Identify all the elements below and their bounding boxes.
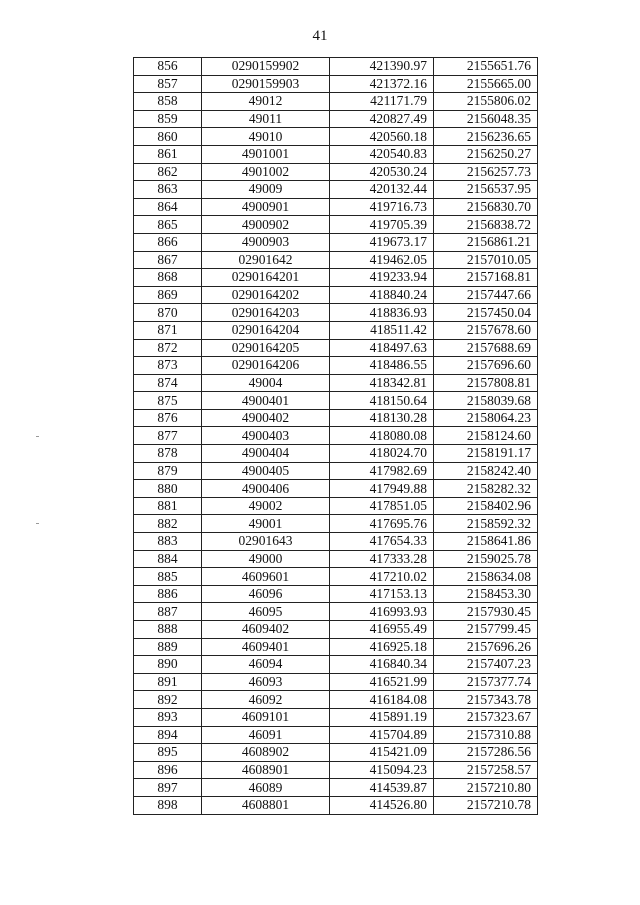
point-id-cell: 0290164205	[202, 339, 330, 357]
x-coordinate-cell: 417654.33	[330, 533, 434, 551]
point-id-cell: 4609601	[202, 568, 330, 586]
table-row	[134, 233, 538, 251]
point-number-cell: 887	[134, 603, 202, 621]
y-coordinate-cell: 2157799.45	[434, 621, 538, 639]
page-number: 41	[312, 28, 328, 44]
table-row	[134, 533, 538, 551]
y-coordinate-cell: 2159025.78	[434, 550, 538, 568]
x-coordinate-cell: 418840.24	[330, 286, 434, 304]
table-row	[134, 110, 538, 128]
point-number-cell: 859	[134, 110, 202, 128]
point-id-cell: 46089	[202, 779, 330, 797]
table-row	[134, 568, 538, 586]
y-coordinate-cell: 2158453.30	[434, 585, 538, 603]
table-row	[134, 286, 538, 304]
x-coordinate-cell: 415094.23	[330, 761, 434, 779]
y-coordinate-cell: 2156838.72	[434, 216, 538, 234]
point-id-cell: 4608801	[202, 796, 330, 814]
x-coordinate-cell: 417210.02	[330, 568, 434, 586]
x-coordinate-cell: 419462.05	[330, 251, 434, 269]
table-row	[134, 708, 538, 726]
x-coordinate-cell: 420530.24	[330, 163, 434, 181]
point-id-cell: 46095	[202, 603, 330, 621]
table-row	[134, 181, 538, 199]
x-coordinate-cell: 414526.80	[330, 796, 434, 814]
x-coordinate-cell: 420560.18	[330, 128, 434, 146]
point-number-cell: 890	[134, 656, 202, 674]
y-coordinate-cell: 2158641.86	[434, 533, 538, 551]
y-coordinate-cell: 2157696.60	[434, 357, 538, 375]
x-coordinate-cell: 415421.09	[330, 744, 434, 762]
point-number-cell: 865	[134, 216, 202, 234]
x-coordinate-cell: 416925.18	[330, 638, 434, 656]
point-number-cell: 876	[134, 409, 202, 427]
x-coordinate-cell: 418024.70	[330, 445, 434, 463]
x-coordinate-cell: 421372.16	[330, 75, 434, 93]
table-row	[134, 145, 538, 163]
x-coordinate-cell: 417851.05	[330, 497, 434, 515]
y-coordinate-cell: 2157310.88	[434, 726, 538, 744]
x-coordinate-cell: 418342.81	[330, 374, 434, 392]
table-row	[134, 321, 538, 339]
point-number-cell: 877	[134, 427, 202, 445]
y-coordinate-cell: 2157450.04	[434, 304, 538, 322]
y-coordinate-cell: 2157377.74	[434, 673, 538, 691]
point-number-cell: 896	[134, 761, 202, 779]
y-coordinate-cell: 2157930.45	[434, 603, 538, 621]
y-coordinate-cell: 2157286.56	[434, 744, 538, 762]
y-coordinate-cell: 2157447.66	[434, 286, 538, 304]
y-coordinate-cell: 2156048.35	[434, 110, 538, 128]
point-id-cell: 4900903	[202, 233, 330, 251]
point-number-cell: 879	[134, 462, 202, 480]
table-row	[134, 427, 538, 445]
point-id-cell: 4900402	[202, 409, 330, 427]
point-id-cell: 4901001	[202, 145, 330, 163]
x-coordinate-cell: 420827.49	[330, 110, 434, 128]
table-row	[134, 621, 538, 639]
point-number-cell: 866	[134, 233, 202, 251]
x-coordinate-cell: 416993.93	[330, 603, 434, 621]
table-row	[134, 269, 538, 287]
table-row	[134, 585, 538, 603]
point-number-cell: 881	[134, 497, 202, 515]
table-row	[134, 445, 538, 463]
table-row	[134, 357, 538, 375]
x-coordinate-cell: 416840.34	[330, 656, 434, 674]
coordinates-table-body	[134, 58, 538, 815]
x-coordinate-cell: 419673.17	[330, 233, 434, 251]
point-number-cell: 867	[134, 251, 202, 269]
point-number-cell: 864	[134, 198, 202, 216]
point-number-cell: 878	[134, 445, 202, 463]
point-id-cell: 49004	[202, 374, 330, 392]
margin-mark	[36, 436, 39, 437]
table-row	[134, 409, 538, 427]
x-coordinate-cell: 418497.63	[330, 339, 434, 357]
table-row	[134, 726, 538, 744]
table-row	[134, 304, 538, 322]
point-number-cell: 869	[134, 286, 202, 304]
point-number-cell: 891	[134, 673, 202, 691]
point-number-cell: 860	[134, 128, 202, 146]
point-number-cell: 892	[134, 691, 202, 709]
point-id-cell: 49011	[202, 110, 330, 128]
coordinates-table	[133, 57, 538, 815]
point-id-cell: 0290164206	[202, 357, 330, 375]
table-row	[134, 93, 538, 111]
y-coordinate-cell: 2158124.60	[434, 427, 538, 445]
table-row	[134, 480, 538, 498]
point-id-cell: 4900902	[202, 216, 330, 234]
table-row	[134, 339, 538, 357]
x-coordinate-cell: 417982.69	[330, 462, 434, 480]
x-coordinate-cell: 418150.64	[330, 392, 434, 410]
x-coordinate-cell: 418486.55	[330, 357, 434, 375]
point-id-cell: 02901642	[202, 251, 330, 269]
point-number-cell: 889	[134, 638, 202, 656]
point-id-cell: 0290159902	[202, 58, 330, 76]
point-id-cell: 49002	[202, 497, 330, 515]
y-coordinate-cell: 2157343.78	[434, 691, 538, 709]
point-id-cell: 4609402	[202, 621, 330, 639]
point-id-cell: 4901002	[202, 163, 330, 181]
x-coordinate-cell: 419233.94	[330, 269, 434, 287]
x-coordinate-cell: 418511.42	[330, 321, 434, 339]
x-coordinate-cell: 418836.93	[330, 304, 434, 322]
x-coordinate-cell: 415891.19	[330, 708, 434, 726]
point-id-cell: 0290159903	[202, 75, 330, 93]
point-number-cell: 863	[134, 181, 202, 199]
point-id-cell: 46093	[202, 673, 330, 691]
x-coordinate-cell: 416521.99	[330, 673, 434, 691]
point-id-cell: 0290164202	[202, 286, 330, 304]
y-coordinate-cell: 2158039.68	[434, 392, 538, 410]
x-coordinate-cell: 420540.83	[330, 145, 434, 163]
point-id-cell: 0290164204	[202, 321, 330, 339]
x-coordinate-cell: 418130.28	[330, 409, 434, 427]
point-number-cell: 856	[134, 58, 202, 76]
y-coordinate-cell: 2158592.32	[434, 515, 538, 533]
y-coordinate-cell: 2158064.23	[434, 409, 538, 427]
x-coordinate-cell: 417949.88	[330, 480, 434, 498]
table-row	[134, 691, 538, 709]
margin-mark	[36, 523, 39, 524]
point-number-cell: 886	[134, 585, 202, 603]
y-coordinate-cell: 2157258.57	[434, 761, 538, 779]
table-row	[134, 497, 538, 515]
table-row	[134, 761, 538, 779]
y-coordinate-cell: 2157210.80	[434, 779, 538, 797]
point-number-cell: 884	[134, 550, 202, 568]
point-id-cell: 46091	[202, 726, 330, 744]
point-number-cell: 871	[134, 321, 202, 339]
y-coordinate-cell: 2157678.60	[434, 321, 538, 339]
table-row	[134, 515, 538, 533]
table-row	[134, 163, 538, 181]
point-id-cell: 0290164203	[202, 304, 330, 322]
y-coordinate-cell: 2158634.08	[434, 568, 538, 586]
table-row	[134, 128, 538, 146]
point-id-cell: 4900404	[202, 445, 330, 463]
y-coordinate-cell: 2158242.40	[434, 462, 538, 480]
y-coordinate-cell: 2157808.81	[434, 374, 538, 392]
point-number-cell: 868	[134, 269, 202, 287]
point-number-cell: 870	[134, 304, 202, 322]
point-number-cell: 873	[134, 357, 202, 375]
x-coordinate-cell: 418080.08	[330, 427, 434, 445]
point-id-cell: 49009	[202, 181, 330, 199]
y-coordinate-cell: 2157323.67	[434, 708, 538, 726]
table-row	[134, 392, 538, 410]
point-id-cell: 0290164201	[202, 269, 330, 287]
x-coordinate-cell: 415704.89	[330, 726, 434, 744]
y-coordinate-cell: 2158402.96	[434, 497, 538, 515]
y-coordinate-cell: 2156257.73	[434, 163, 538, 181]
point-id-cell: 4609401	[202, 638, 330, 656]
y-coordinate-cell: 2157210.78	[434, 796, 538, 814]
point-id-cell: 46096	[202, 585, 330, 603]
table-row	[134, 58, 538, 76]
x-coordinate-cell: 417695.76	[330, 515, 434, 533]
y-coordinate-cell: 2156830.70	[434, 198, 538, 216]
table-row	[134, 744, 538, 762]
point-id-cell: 4900401	[202, 392, 330, 410]
point-number-cell: 875	[134, 392, 202, 410]
point-id-cell: 46092	[202, 691, 330, 709]
x-coordinate-cell: 416184.08	[330, 691, 434, 709]
point-id-cell: 4900405	[202, 462, 330, 480]
table-row	[134, 550, 538, 568]
x-coordinate-cell: 421171.79	[330, 93, 434, 111]
table-row	[134, 638, 538, 656]
point-number-cell: 894	[134, 726, 202, 744]
x-coordinate-cell: 416955.49	[330, 621, 434, 639]
y-coordinate-cell: 2155806.02	[434, 93, 538, 111]
y-coordinate-cell: 2157407.23	[434, 656, 538, 674]
point-id-cell: 4609101	[202, 708, 330, 726]
point-id-cell: 49010	[202, 128, 330, 146]
table-row	[134, 75, 538, 93]
point-number-cell: 895	[134, 744, 202, 762]
y-coordinate-cell: 2157688.69	[434, 339, 538, 357]
point-number-cell: 893	[134, 708, 202, 726]
y-coordinate-cell: 2156861.21	[434, 233, 538, 251]
x-coordinate-cell: 417153.13	[330, 585, 434, 603]
point-number-cell: 885	[134, 568, 202, 586]
point-id-cell: 49000	[202, 550, 330, 568]
point-id-cell: 4608902	[202, 744, 330, 762]
x-coordinate-cell: 421390.97	[330, 58, 434, 76]
table-row	[134, 656, 538, 674]
point-id-cell: 46094	[202, 656, 330, 674]
y-coordinate-cell: 2156236.65	[434, 128, 538, 146]
y-coordinate-cell: 2157696.26	[434, 638, 538, 656]
table-row	[134, 462, 538, 480]
point-number-cell: 880	[134, 480, 202, 498]
table-row	[134, 251, 538, 269]
point-id-cell: 4608901	[202, 761, 330, 779]
point-id-cell: 4900403	[202, 427, 330, 445]
point-id-cell: 4900406	[202, 480, 330, 498]
table-row	[134, 796, 538, 814]
point-number-cell: 858	[134, 93, 202, 111]
y-coordinate-cell: 2158191.17	[434, 445, 538, 463]
table-row	[134, 673, 538, 691]
table-row	[134, 603, 538, 621]
point-number-cell: 862	[134, 163, 202, 181]
x-coordinate-cell: 419705.39	[330, 216, 434, 234]
point-number-cell: 874	[134, 374, 202, 392]
table-row	[134, 198, 538, 216]
x-coordinate-cell: 419716.73	[330, 198, 434, 216]
y-coordinate-cell: 2157168.81	[434, 269, 538, 287]
table-row	[134, 779, 538, 797]
x-coordinate-cell: 420132.44	[330, 181, 434, 199]
y-coordinate-cell: 2157010.05	[434, 251, 538, 269]
y-coordinate-cell: 2156537.95	[434, 181, 538, 199]
point-number-cell: 857	[134, 75, 202, 93]
point-number-cell: 861	[134, 145, 202, 163]
x-coordinate-cell: 417333.28	[330, 550, 434, 568]
point-number-cell: 883	[134, 533, 202, 551]
point-id-cell: 49012	[202, 93, 330, 111]
point-number-cell: 882	[134, 515, 202, 533]
point-number-cell: 897	[134, 779, 202, 797]
x-coordinate-cell: 414539.87	[330, 779, 434, 797]
point-number-cell: 872	[134, 339, 202, 357]
point-id-cell: 49001	[202, 515, 330, 533]
y-coordinate-cell: 2158282.32	[434, 480, 538, 498]
y-coordinate-cell: 2155665.00	[434, 75, 538, 93]
y-coordinate-cell: 2156250.27	[434, 145, 538, 163]
table-row	[134, 374, 538, 392]
point-number-cell: 888	[134, 621, 202, 639]
y-coordinate-cell: 2155651.76	[434, 58, 538, 76]
point-number-cell: 898	[134, 796, 202, 814]
point-id-cell: 02901643	[202, 533, 330, 551]
point-id-cell: 4900901	[202, 198, 330, 216]
table-row	[134, 216, 538, 234]
